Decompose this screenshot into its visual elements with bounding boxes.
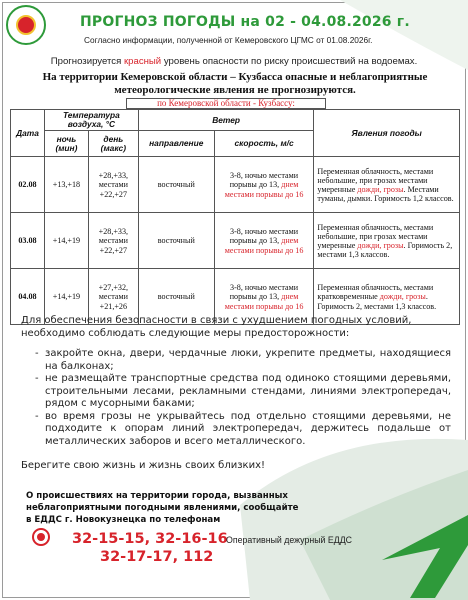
logo-emblem-icon [16, 15, 36, 35]
risk-level-line [0, 56, 468, 67]
phenomena-text-end: . Горимость 2, местами 1,3 классов. [317, 292, 437, 311]
row-date: 03.08 [11, 213, 45, 269]
advice-intro: Для обеспечения безопасности в связи с ухудшением погодных условий, необходимо соблюдать следующие меры предосторожности: [21, 315, 412, 339]
safety-advice [21, 315, 451, 473]
phenomena-alert: дожди, грозы [357, 184, 404, 194]
list-item: - закройте окна, двери, чердачные люки, укрепите предметы, находящиеся на балконах; [35, 348, 451, 373]
phenomena-alert: дожди, грозы [357, 240, 404, 250]
table-header-row [11, 110, 460, 131]
header-direction: направление [138, 131, 214, 157]
row-wind-speed [214, 157, 314, 213]
speed-text: 3-8, ночью местами порывы до 13, [229, 283, 299, 302]
row-day-temp: +28,+33, местами +22,+27 [88, 213, 138, 269]
header-temperature: Температура воздуха, °С [44, 110, 138, 131]
row-date: 04.08 [11, 269, 45, 325]
table-row [11, 157, 460, 213]
list-item: - не размещайте транспортные средства под одиноко стоящими деревьями, строительными лесами, рекламными стендами, линиями электропередач, рядом с мусорными баками; [35, 373, 451, 411]
contact-note: О происшествиях на территории города, вызванных неблагоприятными погодными явлениями, сообщайте в ЕДДС г. Новокузнецка по телефонам [26, 491, 299, 525]
phones-line-1: 32-15-15, 32-16-16 [72, 531, 228, 547]
advice-list [35, 348, 451, 448]
speed-text: 3-8, ночью местами порывы до 13, [229, 171, 299, 190]
row-day-temp: +27,+32, местами +21,+26 [88, 269, 138, 325]
row-day-temp: +28,+33, местами +22,+27 [88, 157, 138, 213]
phenomena-text-end: . Местами туманы, дымки. Горимость 1,2 классов. [317, 184, 454, 204]
phenomena-text-end: . Горимость 2, местами 1,3 классов. [317, 240, 453, 260]
advice-closing: Берегите свою жизнь и жизнь своих близких! [21, 460, 266, 471]
phenomena-alert: дожди, грозы [379, 292, 426, 302]
header-speed: скорость, м/с [214, 131, 314, 157]
risk-text-after: уровень опасности по риску происшествий на водоемах. [161, 56, 418, 67]
row-night-temp: +14,+19 [44, 213, 88, 269]
speed-gust-text: днем местами порывы до 16 [224, 236, 304, 255]
header-day: день (макс) [88, 131, 138, 157]
header-phenomena: Явления погоды [314, 110, 460, 157]
risk-level-highlight: красный [123, 56, 162, 67]
row-phenomena [314, 157, 460, 213]
duty-officer-label: Оперативный дежурный ЕДДС [226, 535, 353, 545]
phenomena-text: Переменная облачность, местами небольшие, при грозах местами умеренные [317, 166, 434, 194]
row-date: 02.08 [11, 157, 45, 213]
table-row [11, 213, 460, 269]
row-phenomena [314, 213, 460, 269]
forecast-table [10, 109, 460, 325]
row-night-temp: +14,+19 [44, 269, 88, 325]
header-wind: Ветер [138, 110, 314, 131]
emergency-logo-icon [32, 528, 50, 546]
region-label: по Кемеровской области - Кузбассу: [126, 98, 326, 109]
row-night-temp: +13,+18 [44, 157, 88, 213]
phone-numbers [72, 530, 228, 566]
header-date: Дата [11, 110, 45, 157]
header-night: ночь (мин) [44, 131, 88, 157]
speed-text: 3-8, ночью местами порывы до 13, [229, 227, 299, 246]
phenomena-text: Переменная облачность, местами небольшие, при грозах местами умеренные [317, 222, 434, 250]
emergency-service-logo [6, 5, 46, 45]
territory-statement: На территории Кемеровской области – Кузбасса опасные и неблагоприятные метеорологические явления не прогнозируются. [42, 71, 428, 96]
row-wind-direction: восточный [138, 269, 214, 325]
speed-gust-text: днем местами порывы до 16 [224, 292, 304, 311]
phones-line-2: 32-17-17, 112 [100, 549, 214, 565]
row-wind-direction: восточный [138, 157, 214, 213]
phenomena-text: Переменная облачность, местами кратковременные [317, 283, 434, 302]
row-wind-speed [214, 213, 314, 269]
risk-text-before: Прогнозируется [50, 56, 124, 67]
row-wind-direction: восточный [138, 213, 214, 269]
speed-gust-text: днем местами порывы до 16 [224, 180, 304, 199]
page-title: ПРОГНОЗ ПОГОДЫ на 02 - 04.08.2026 г. [80, 14, 410, 30]
source-note: Согласно информации, полученной от Кемеровского ЦГМС от 01.08.2026г. [84, 35, 373, 45]
list-item: - во время грозы не укрывайтесь под отдельно стоящими деревьями, не подходите к опорам линий электропередач, держитесь подальше от металлических заборов и всего металлического. [35, 411, 451, 449]
